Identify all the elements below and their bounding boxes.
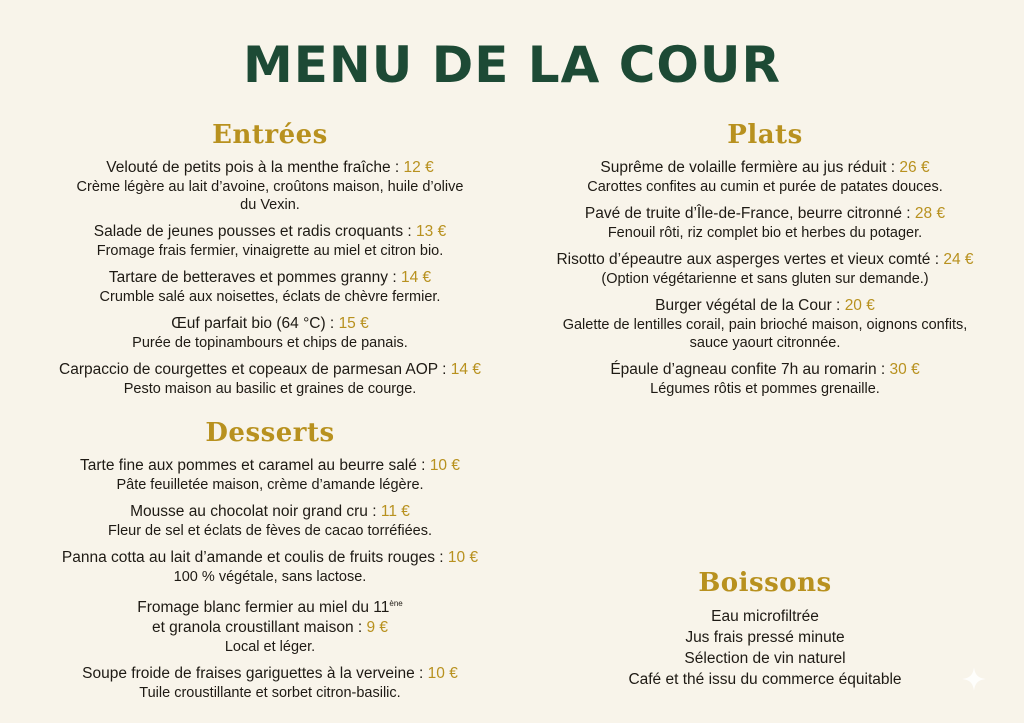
item-description: du Vexin. xyxy=(240,197,300,213)
menu-item xyxy=(20,502,520,540)
item-name-superscript: ène xyxy=(389,599,403,608)
drink-item: Sélection de vin naturel xyxy=(684,650,846,667)
item-description: sauce yaourt citronnée. xyxy=(689,335,841,351)
menu-item xyxy=(515,296,1015,352)
item-name: Tarte fine aux pommes et caramel au beurre salé : xyxy=(80,457,426,474)
item-description: Crème légère au lait d’avoine, croûtons maison, huile d’olive xyxy=(76,179,464,195)
item-name: Carpaccio de courgettes et copeaux de parmesan AOP : xyxy=(59,361,447,378)
item-price: 20 € xyxy=(844,297,875,314)
item-description: Fleur de sel et éclats de fèves de cacao torréfiées. xyxy=(107,523,432,539)
menu-item xyxy=(20,314,520,352)
item-price: 14 € xyxy=(400,269,432,286)
menu-item xyxy=(20,360,520,398)
item-price: 12 € xyxy=(403,159,434,176)
item-name: Salade de jeunes pousses et radis croquants : xyxy=(93,223,412,240)
drink-item: Eau microfiltrée xyxy=(711,608,819,625)
item-price: 15 € xyxy=(338,315,369,332)
item-name: Fromage blanc fermier au miel du 11 xyxy=(137,599,390,617)
item-name: Tartare de betteraves et pommes granny : xyxy=(108,269,397,286)
drink-item: Jus frais pressé minute xyxy=(685,629,845,646)
item-name: et granola croustillant maison : xyxy=(151,619,363,637)
menu-item xyxy=(20,548,520,586)
entrees-title: Entrées xyxy=(212,120,328,150)
boissons-section xyxy=(515,568,1015,690)
item-description: Galette de lentilles corail, pain brioché maison, oignons confits, xyxy=(562,317,968,333)
item-price: 10 € xyxy=(447,549,479,566)
item-name: Burger végétal de la Cour : xyxy=(655,297,841,314)
menu-item xyxy=(515,360,1015,398)
item-description: (Option végétarienne et sans gluten sur demande.) xyxy=(601,271,929,287)
item-price: 28 € xyxy=(914,205,946,222)
item-description: 100 % végétale, sans lactose. xyxy=(173,569,367,585)
item-description: Pâte feuilletée maison, crème d’amande légère. xyxy=(116,477,424,493)
item-description: Crumble salé aux noisettes, éclats de chèvre fermier. xyxy=(99,289,441,305)
menu-item xyxy=(20,664,520,702)
item-description: Fromage frais fermier, vinaigrette au miel et citron bio. xyxy=(96,243,444,259)
item-name: Œuf parfait bio (64 °C) : xyxy=(171,315,335,332)
menu-item xyxy=(20,158,520,214)
item-name: Mousse au chocolat noir grand cru : xyxy=(130,503,377,520)
menu-item xyxy=(20,456,520,494)
item-price: 14 € xyxy=(450,361,481,378)
item-price: 26 € xyxy=(899,159,930,176)
item-price: 13 € xyxy=(416,223,447,240)
item-description: Local et léger. xyxy=(224,639,316,656)
menu-item xyxy=(20,594,520,656)
desserts-section xyxy=(20,418,520,710)
menu-item xyxy=(20,268,520,306)
item-description: Pesto maison au basilic et graines de courge. xyxy=(123,381,417,397)
item-name: Risotto d’épeautre aux asperges vertes et vieux comté : xyxy=(556,251,940,268)
item-description: Fenouil rôti, riz complet bio et herbes du potager. xyxy=(607,225,923,241)
item-name: Pavé de truite d’Île-de-France, beurre citronné : xyxy=(584,205,911,222)
item-name: Velouté de petits pois à la menthe fraîche : xyxy=(106,159,400,176)
item-name: Suprême de volaille fermière au jus réduit : xyxy=(600,159,896,176)
drink-item: Café et thé issu du commerce équitable xyxy=(628,671,902,688)
entrees-section xyxy=(20,120,520,406)
item-price: 11 € xyxy=(380,503,410,520)
boissons-title: Boissons xyxy=(698,568,832,598)
item-price: 9 € xyxy=(366,619,389,637)
menu-item xyxy=(20,222,520,260)
plats-section xyxy=(515,120,1015,406)
desserts-title: Desserts xyxy=(205,418,335,448)
item-name: Panna cotta au lait d’amande et coulis de fruits rouges : xyxy=(61,549,444,566)
item-name: Épaule d’agneau confite 7h au romarin : xyxy=(610,361,886,378)
item-price: 10 € xyxy=(427,665,458,683)
item-description: Purée de topinambours et chips de panais. xyxy=(132,335,408,351)
item-description: Carottes confites au cumin et purée de patates douces. xyxy=(587,179,943,195)
item-description: Tuile croustillante et sorbet citron-basilic. xyxy=(139,685,401,702)
menu-item xyxy=(515,250,1015,288)
item-description: Légumes rôtis et pommes grenaille. xyxy=(650,381,880,397)
plats-title: Plats xyxy=(727,120,803,150)
item-name: Soupe froide de fraises gariguettes à la verveine : xyxy=(82,665,424,683)
menu-title: MENU DE LA COUR xyxy=(242,36,782,94)
menu-item xyxy=(515,158,1015,196)
item-price: 24 € xyxy=(943,251,974,268)
item-price: 30 € xyxy=(889,361,920,378)
menu-item xyxy=(515,204,1015,242)
sparkle-icon xyxy=(960,665,988,693)
item-price: 10 € xyxy=(429,457,460,474)
